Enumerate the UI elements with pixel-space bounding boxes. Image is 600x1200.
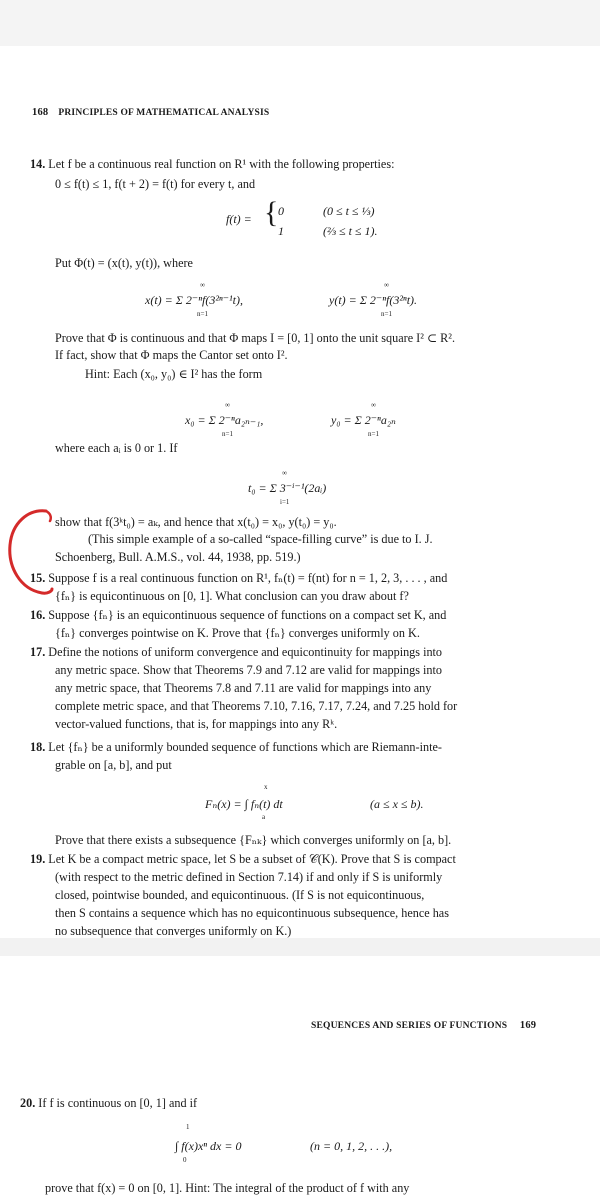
integral-upper-limit: 1 xyxy=(186,1123,190,1131)
cantor-set-line: If fact, show that Φ maps the Cantor set onto I². xyxy=(55,348,288,362)
exercise-15-line-1: 15. Suppose f is a real continuous function on R¹, fₙ(t) = f(nt) for n = 1, 2, 3, . . . , and xyxy=(30,571,448,585)
x0-equation: x₀ = Σ 2⁻ⁿa₂ₙ₋₁, xyxy=(185,413,264,427)
exercise-15-line-2: {fₙ} is equicontinuous on [0, 1]. What conclusion can you draw about f? xyxy=(55,589,409,603)
exercise-20-line-1: 20. If f is continuous on [0, 1] and if xyxy=(20,1096,198,1110)
cases-brace: { xyxy=(264,196,279,229)
sum-upper-limit: ∞ xyxy=(225,401,230,409)
sum-upper-limit: ∞ xyxy=(282,469,287,477)
y-series-equation: y(t) = Σ 2⁻ⁿf(3²ⁿt). xyxy=(329,293,418,307)
x-series-equation: x(t) = Σ 2⁻ⁿf(3²ⁿ⁻¹t), xyxy=(145,293,243,307)
case-2-value: 1 xyxy=(278,224,284,238)
exercise-17-line-3: any metric space, that Theorems 7.8 and 7.11 are valid for mappings into any xyxy=(55,681,432,695)
piecewise-lhs: f(t) = xyxy=(226,212,252,226)
exercise-20-line-2: prove that f(x) = 0 on [0, 1]. Hint: The integral of the product of f with any xyxy=(45,1181,410,1195)
moment-integral-condition: (n = 0, 1, 2, . . .), xyxy=(310,1139,393,1153)
running-header xyxy=(311,1020,536,1031)
F-integral-condition: (a ≤ x ≤ b). xyxy=(370,797,424,811)
sum-upper-limit: ∞ xyxy=(384,281,389,289)
page-number: 168 xyxy=(32,107,49,118)
exercise-19-line-2: (with respect to the metric defined in Section 7.14) if and only if S is uniformly xyxy=(55,870,443,884)
space-filling-note-line-2: Schoenberg, Bull. A.M.S., vol. 44, 1938, pp. 519.) xyxy=(55,550,301,564)
prove-continuity-line: Prove that Φ is continuous and that Φ maps I = [0, 1] onto the unit square I² ⊂ R². xyxy=(55,331,455,345)
where-line: where each aᵢ is 0 or 1. If xyxy=(55,441,178,455)
exercise-14-line-1: 14. Let f be a continuous real function on R¹ with the following properties: xyxy=(30,157,395,171)
sum-lower-limit: n=1 xyxy=(222,430,233,438)
exercise-14-line-2: 0 ≤ f(t) ≤ 1, f(t + 2) = f(t) for every t, and xyxy=(55,177,256,191)
exercise-16-line-2: {fₙ} converges pointwise on K. Prove that {fₙ} converges uniformly on K. xyxy=(55,626,420,640)
space-filling-note-line-1: (This simple example of a so-called “space-filling curve” is due to I. J. xyxy=(88,532,433,546)
sum-lower-limit: i=1 xyxy=(280,498,290,506)
exercise-18-line-1: 18. Let {fₙ} be a uniformly bounded sequence of functions which are Riemann-inte- xyxy=(30,740,442,754)
sum-upper-limit: ∞ xyxy=(371,401,376,409)
F-integral-equation: Fₙ(x) = ∫ fₙ(t) dt xyxy=(205,797,283,811)
integral-upper-limit: x xyxy=(264,783,268,791)
t0-equation: t₀ = Σ 3⁻ⁱ⁻¹(2aᵢ) xyxy=(248,481,327,495)
running-title: SEQUENCES AND SERIES OF FUNCTIONS xyxy=(311,1021,508,1031)
integral-lower-limit: a xyxy=(262,813,266,821)
sum-lower-limit: n=1 xyxy=(381,310,392,318)
show-line: show that f(3ᵏt₀) = aₖ, and hence that x(t₀) = x₀, y(t₀) = y₀. xyxy=(55,515,337,529)
put-phi-line: Put Φ(t) = (x(t), y(t)), where xyxy=(55,256,193,270)
exercise-18-line-3: Prove that there exists a subsequence {Fₙₖ} which converges uniformly on [a, b]. xyxy=(55,833,452,847)
exercise-17-line-5: vector-valued functions, that is, for mappings into any Rᵏ. xyxy=(55,717,338,731)
exercise-19-line-4: then S contains a sequence which has no equicontinuous subsequence, hence has xyxy=(55,906,449,920)
case-1-value: 0 xyxy=(278,204,284,218)
exercise-17-line-4: complete metric space, and that Theorems 7.10, 7.16, 7.17, 7.24, and 7.25 hold for xyxy=(55,699,458,713)
sum-upper-limit: ∞ xyxy=(200,281,205,289)
exercise-19-line-3: closed, pointwise bounded, and equicontinuous. (If S is not equicontinuous, xyxy=(55,888,425,902)
running-title: PRINCIPLES OF MATHEMATICAL ANALYSIS xyxy=(58,108,270,118)
moment-integral-equation: ∫ f(x)xⁿ dx = 0 xyxy=(175,1139,242,1153)
running-header xyxy=(32,107,269,118)
scan-top-band xyxy=(0,0,600,46)
exercise-16-line-1: 16. Suppose {fₙ} is an equicontinuous sequence of functions on a compact set K, and xyxy=(30,608,447,622)
sum-lower-limit: n=1 xyxy=(368,430,379,438)
page-number: 169 xyxy=(519,1020,537,1031)
integral-lower-limit: 0 xyxy=(183,1156,187,1164)
exercise-19-line-1: 19. Let K be a compact metric space, let S be a subset of 𝒞(K). Prove that S is compact xyxy=(30,852,456,866)
case-1-condition: (0 ≤ t ≤ ⅓) xyxy=(323,204,375,218)
case-2-condition: (⅔ ≤ t ≤ 1). xyxy=(323,224,378,238)
y0-equation: y₀ = Σ 2⁻ⁿa₂ₙ xyxy=(331,413,396,427)
page-divider xyxy=(0,938,600,956)
exercise-17-line-1: 17. Define the notions of uniform convergence and equicontinuity for mappings into xyxy=(30,645,443,659)
hint-line: Hint: Each (x₀, y₀) ∈ I² has the form xyxy=(85,367,263,381)
exercise-17-line-2: any metric space. Show that Theorems 7.9 and 7.12 are valid for mappings into xyxy=(55,663,442,677)
exercise-19-line-5: no subsequence that converges uniformly on K.) xyxy=(55,924,292,938)
sum-lower-limit: n=1 xyxy=(197,310,208,318)
exercise-18-line-2: grable on [a, b], and put xyxy=(55,758,172,772)
